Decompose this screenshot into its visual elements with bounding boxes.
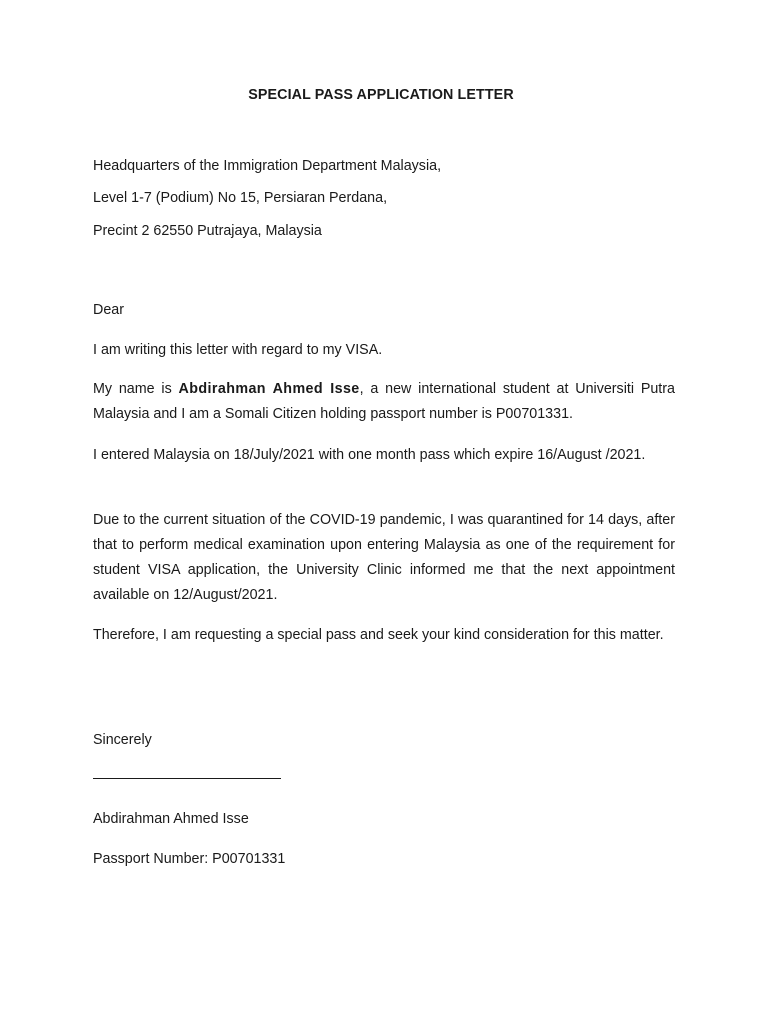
- applicant-name-bold: Abdirahman Ahmed Isse: [178, 381, 360, 397]
- address-line-3: Precint 2 62550 Putrajaya, Malaysia: [93, 223, 322, 239]
- paragraph-identity: [93, 377, 675, 427]
- passport-number-line: Passport Number: P00701331: [93, 851, 286, 867]
- address-line-2: Level 1-7 (Podium) No 15, Persiaran Perdana,: [93, 190, 388, 206]
- salutation: Dear: [93, 302, 124, 318]
- signature-line: [93, 778, 281, 779]
- paragraph-situation: Due to the current situation of the COVID-19 pandemic, I was quarantined for 14 days, after that to perform medical examination upon entering Malaysia as one of the requirement for student VISA application, the University Clinic informed me that the next appointment available on 12/August/2021.: [93, 512, 675, 603]
- paragraph-identity-before: My name is: [93, 381, 179, 397]
- closing: Sincerely: [93, 732, 152, 748]
- address-line-1: Headquarters of the Immigration Department Malaysia,: [93, 158, 442, 174]
- paragraph-request: Therefore, I am requesting a special pass and seek your kind consideration for this matter.: [93, 627, 664, 643]
- intro-paragraph: I am writing this letter with regard to my VISA.: [93, 342, 383, 358]
- letter-title: SPECIAL PASS APPLICATION LETTER: [248, 87, 514, 103]
- paragraph-identity-after: , a new international student at Universiti Putra Malaysia and I am a Somali Citizen holding passport number is P00701331.: [93, 381, 675, 422]
- signature-name: Abdirahman Ahmed Isse: [93, 811, 249, 827]
- paragraph-entry: I entered Malaysia on 18/July/2021 with one month pass which expire 16/August /2021.: [93, 447, 646, 463]
